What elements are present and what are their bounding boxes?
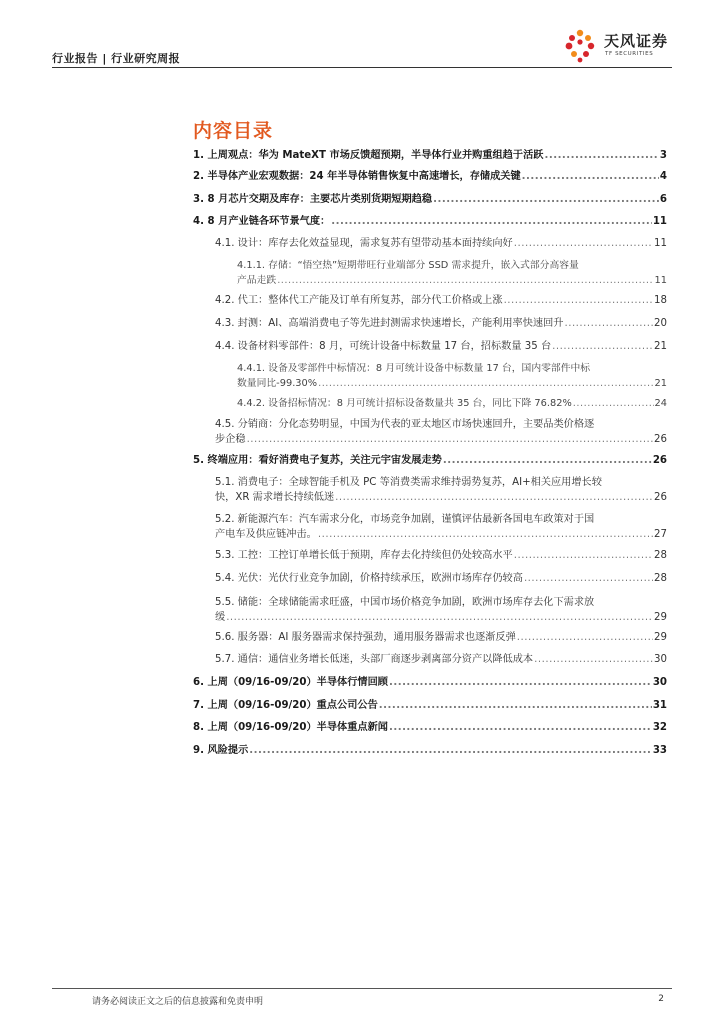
toc-leader-dots	[226, 610, 653, 625]
toc-page-number: 11	[654, 275, 667, 286]
toc-entry-text: 4.4.1. 设备及零部件中标情况：8 月可统计设备中标数量 17 台，国内零部件中标	[237, 363, 591, 374]
toc-title: 内容目录	[193, 120, 274, 142]
toc-entry-line	[193, 214, 667, 229]
toc-page-number: 26	[654, 434, 667, 445]
toc-leader-dots	[335, 490, 653, 505]
toc-page-number: 21	[654, 341, 667, 352]
toc-entry-text: 产品走跌	[237, 275, 277, 286]
toc-entry-line	[215, 339, 667, 354]
toc-page-number: 29	[654, 632, 667, 643]
toc-page-number: 4	[659, 171, 667, 182]
toc-entry-line	[193, 743, 667, 758]
toc-entry[interactable]	[193, 214, 667, 229]
toc-entry-text: 7. 上周（09/16-09/20）重点公司公告	[193, 700, 378, 711]
toc-page-number: 20	[654, 318, 667, 329]
logo-name: 天风证券	[604, 32, 669, 50]
toc-leader-dots	[318, 376, 653, 391]
toc-entry-text: 8. 上周（09/16-09/20）半导体重点新闻	[193, 722, 388, 733]
toc-page-number: 28	[654, 573, 667, 584]
toc-leader-dots	[514, 548, 653, 563]
toc-entry-text: 4. 8 月产业链各环节景气度：	[193, 216, 331, 227]
toc-entry-line	[215, 236, 667, 251]
toc-entry[interactable]	[215, 652, 667, 667]
toc-entry[interactable]	[193, 720, 667, 735]
toc-entry-text: 5.5. 储能：全球储能需求旺盛，中国市场价格竞争加剧，欧洲市场库存去化下需求放	[215, 597, 595, 608]
toc-entry-text: 5.3. 工控：工控订单增长低于预期，库存去化持续但仍处较高水平	[215, 550, 513, 561]
toc-entry[interactable]	[237, 361, 667, 391]
toc-page-number: 24	[654, 398, 667, 409]
toc-entry-line	[193, 453, 667, 468]
toc-entry[interactable]	[237, 396, 667, 411]
toc-entry-line	[215, 630, 667, 645]
toc-entry-line	[237, 361, 667, 376]
footer-disclaimer: 请务必阅读正文之后的信息披露和免责申明	[92, 997, 264, 1007]
toc-entry[interactable]	[215, 339, 667, 354]
toc-entry-line	[193, 698, 667, 713]
logo-flower-icon	[560, 27, 602, 65]
toc-entry-line	[215, 293, 667, 308]
toc-entry-line	[193, 169, 667, 184]
toc-entry[interactable]	[193, 675, 667, 690]
toc-entry[interactable]	[193, 698, 667, 713]
toc-page-number: 32	[652, 722, 667, 733]
toc-leader-dots	[573, 396, 654, 411]
report-category: 行业报告 | 行业研究周报	[52, 52, 181, 65]
toc-page-number: 33	[652, 745, 667, 756]
toc-page-number: 6	[659, 194, 667, 205]
toc-entry[interactable]	[215, 571, 667, 586]
toc-entry-text: 4.1. 设计：库存去化效益显现，需求复苏有望带动基本面持续向好	[215, 238, 513, 249]
toc-entry-text: 2. 半导体产业宏观数据：24 年半导体销售恢复中高速增长，存储成关键	[193, 171, 521, 182]
toc-entry[interactable]	[215, 293, 667, 308]
toc-entry[interactable]	[193, 192, 667, 207]
toc-entry-line	[215, 595, 667, 610]
footer-divider	[52, 988, 672, 989]
toc-entry[interactable]	[215, 475, 667, 505]
toc-entry-text: 数量同比-99.30%	[237, 378, 318, 389]
toc-entry-text: 4.2. 代工：整体代工产能及订单有所复苏，部分代工价格或上涨	[215, 295, 503, 306]
toc-leader-dots	[379, 698, 652, 713]
toc-entry[interactable]	[215, 417, 667, 447]
toc-page-number: 3	[659, 150, 667, 161]
toc-page-number: 11	[654, 238, 667, 249]
header-divider	[52, 67, 672, 68]
toc-entry-line	[193, 192, 667, 207]
toc-page-number: 29	[654, 612, 667, 623]
toc-entry-text: 快，XR 需求增长持续低迷	[215, 492, 335, 503]
toc-page-number: 31	[652, 700, 667, 711]
toc-entry-text: 5. 终端应用：看好消费电子复苏，关注元宇宙发展走势	[193, 455, 442, 466]
toc-entry-line	[193, 148, 667, 163]
toc-entry-text: 4.5. 分销商：分化态势明显，中国为代表的亚太地区市场快速回升，主要品类价格逐	[215, 419, 595, 430]
toc-entry-text: 9. 风险提示	[193, 745, 249, 756]
toc-entry-line	[215, 610, 667, 625]
toc-entry-line	[215, 571, 667, 586]
toc-page-number: 27	[654, 529, 667, 540]
toc-entry-text: 3. 8 月芯片交期及库存：主要芯片类别货期短期趋稳	[193, 194, 433, 205]
toc-page-number: 18	[654, 295, 667, 306]
toc-leader-dots	[514, 236, 653, 251]
toc-entry-line	[215, 512, 667, 527]
toc-leader-dots	[534, 652, 653, 667]
toc-page-number: 26	[654, 492, 667, 503]
toc-entry-text: 产电车及供应链冲击。	[215, 529, 317, 540]
toc-entry-line	[237, 258, 667, 273]
toc-entry-text: 5.6. 服务器：AI 服务器需求保持强劲，通用服务器需求也逐渐反弹	[215, 632, 516, 643]
toc-leader-dots	[517, 630, 653, 645]
toc-entry-line	[215, 417, 667, 432]
toc-leader-dots	[522, 169, 659, 184]
toc-entry[interactable]	[193, 453, 667, 468]
toc-entry-line	[193, 675, 667, 690]
toc-entry-line	[215, 490, 667, 505]
toc-leader-dots	[277, 273, 653, 288]
logo-subtitle: TF SECURITIES	[605, 51, 654, 57]
toc-page-number: 26	[652, 455, 667, 466]
toc-page-number: 11	[652, 216, 667, 227]
toc-entry[interactable]	[193, 169, 667, 184]
toc-entry[interactable]	[215, 236, 667, 251]
toc-entry-text: 4.4.2. 设备招标情况：8 月可统计招标设备数量共 35 台，同比下降 76.82%	[237, 398, 572, 409]
toc-leader-dots	[544, 148, 658, 163]
toc-entry[interactable]	[215, 595, 667, 625]
toc-entry-line	[237, 396, 667, 411]
toc-leader-dots	[389, 675, 652, 690]
toc-entry[interactable]	[215, 548, 667, 563]
toc-entry-line	[237, 273, 667, 288]
toc-entry-text: 6. 上周（09/16-09/20）半导体行情回顾	[193, 677, 388, 688]
toc-entry-line	[237, 376, 667, 391]
toc-entry-text: 4.4. 设备材料零部件：8 月，可统计设备中标数量 17 台，招标数量 35 台	[215, 341, 552, 352]
toc-page-number: 30	[654, 654, 667, 665]
toc-entry-line	[215, 527, 667, 542]
toc-entry-text: 步企稳	[215, 434, 246, 445]
toc-entry-text: 缓	[215, 612, 226, 623]
toc-leader-dots	[552, 339, 653, 354]
toc-entry[interactable]	[237, 258, 667, 288]
toc-page-number: 30	[652, 677, 667, 688]
toc-entry-text: 5.2. 新能源汽车：汽车需求分化，市场竞争加剧，谨慎评估最新各国电车政策对于国	[215, 514, 595, 525]
toc-leader-dots	[524, 571, 653, 586]
toc-entry-line	[215, 316, 667, 331]
toc-entry[interactable]	[193, 148, 667, 163]
toc-leader-dots	[331, 214, 652, 229]
toc-entry[interactable]	[215, 316, 667, 331]
toc-entry-text: 4.3. 封测：AI、高端消费电子等先进封测需求快速增长，产能利用率快速回升	[215, 318, 564, 329]
toc-leader-dots	[433, 192, 659, 207]
toc-leader-dots	[318, 527, 653, 542]
toc-entry[interactable]	[193, 743, 667, 758]
toc-leader-dots	[389, 720, 652, 735]
toc-entry[interactable]	[215, 512, 667, 542]
toc-entry-text: 5.4. 光伏：光伏行业竞争加剧，价格持续承压，欧洲市场库存仍较高	[215, 573, 523, 584]
toc-leader-dots	[249, 743, 652, 758]
toc-entry-line	[215, 548, 667, 563]
toc-page-number: 28	[654, 550, 667, 561]
toc-leader-dots	[564, 316, 653, 331]
toc-entry-text: 1. 上周观点：华为 MateXT 市场反馈超预期，半导体行业并购重组趋于活跃	[193, 150, 544, 161]
toc-leader-dots	[443, 453, 652, 468]
toc-entry-line	[215, 475, 667, 490]
toc-entry-text: 5.1. 消费电子：全球智能手机及 PC 等消费类需求维持弱势复苏，AI+相关应用增长较	[215, 477, 602, 488]
toc-leader-dots	[504, 293, 653, 308]
toc-leader-dots	[247, 432, 653, 447]
toc-entry-text: 4.1.1. 存储：“悟空热”短期带旺行业端部分 SSD 需求提升，嵌入式部分高容量	[237, 260, 579, 271]
page-number: 2	[658, 994, 664, 1004]
toc-entry[interactable]	[215, 630, 667, 645]
toc-entry-line	[193, 720, 667, 735]
toc-entry-text: 5.7. 通信：通信业务增长低迷，头部厂商逐步剥离部分资产以降低成本	[215, 654, 534, 665]
toc-entry-line	[215, 432, 667, 447]
tf-securities-logo	[560, 27, 672, 65]
toc-page-number: 21	[654, 378, 667, 389]
toc-entry-line	[215, 652, 667, 667]
